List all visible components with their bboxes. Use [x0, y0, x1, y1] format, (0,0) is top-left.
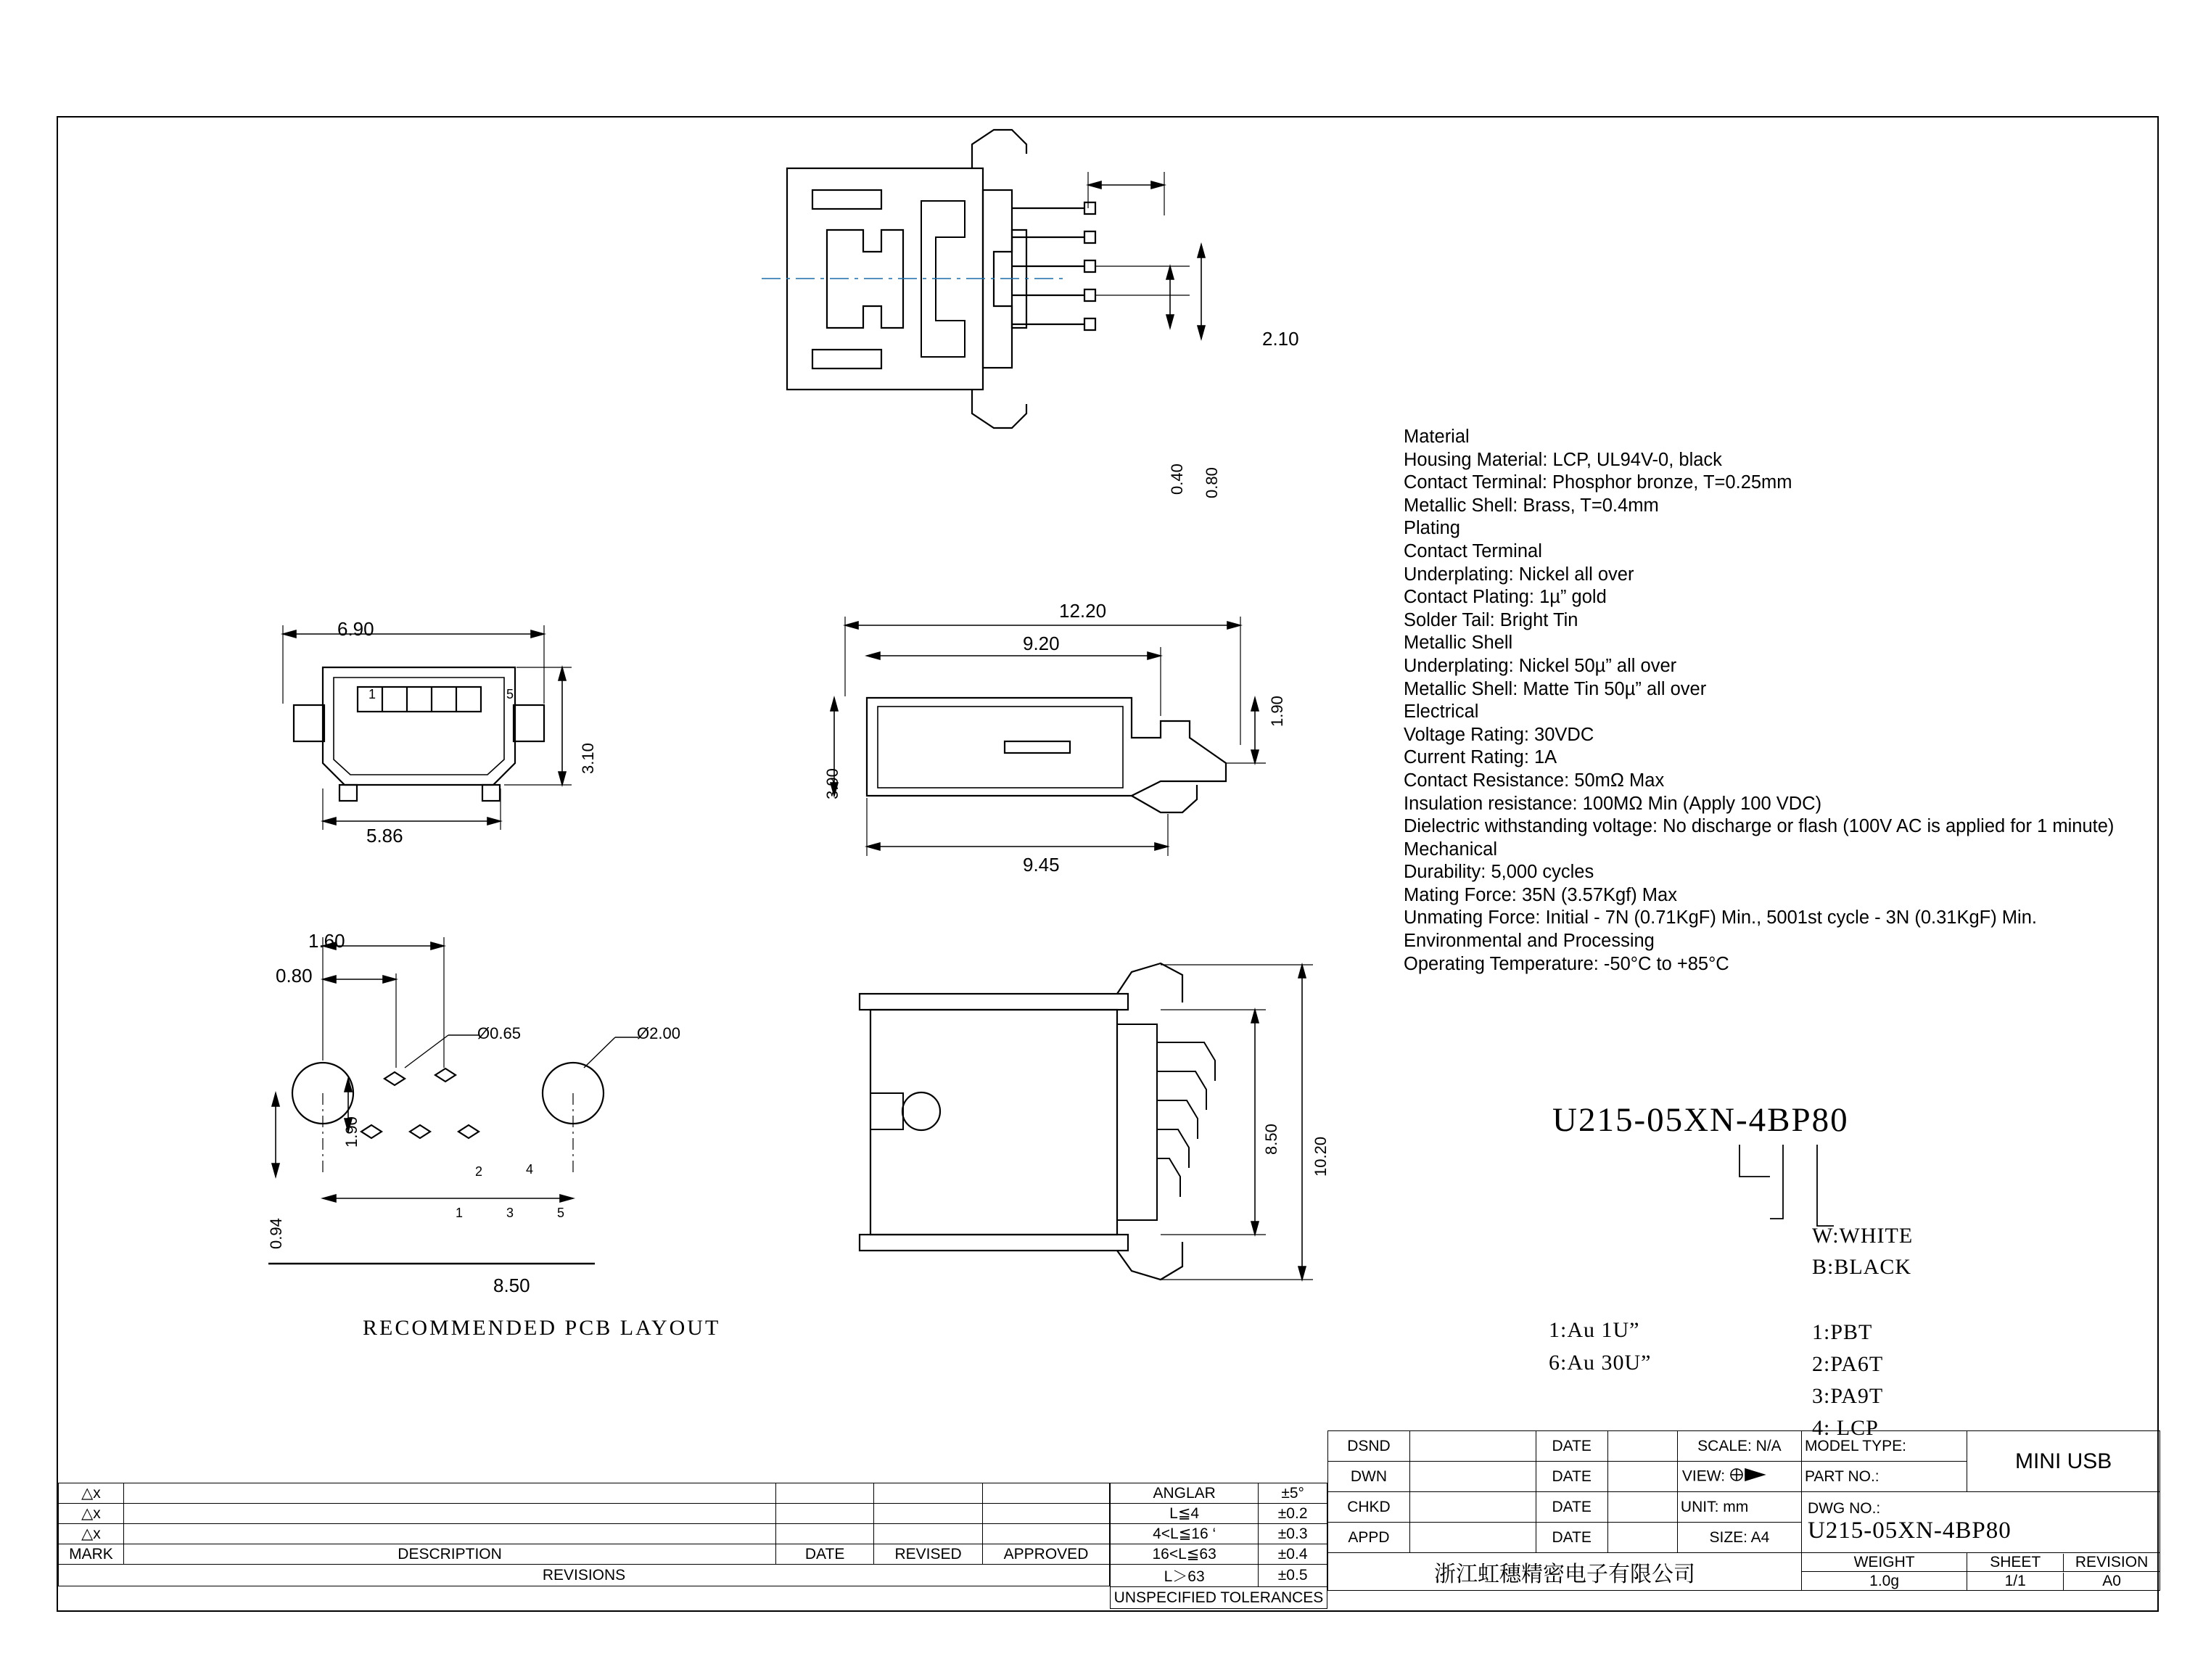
dim-side-9-20: 9.20: [1023, 633, 1060, 654]
approval-date-label-dwn: DATE: [1536, 1462, 1607, 1492]
pin-label-1-front: 1: [368, 687, 376, 701]
spec-line: Housing Material: LCP, UL94V-0, black: [1404, 449, 1722, 470]
tol-value-3: ±0.4: [1259, 1544, 1327, 1565]
tolerance-header: UNSPECIFIED TOLERANCES: [1111, 1587, 1327, 1609]
tol-range-4: L＞63: [1111, 1565, 1259, 1587]
spec-line: Mechanical: [1404, 839, 1497, 860]
approval-name-appd: [1409, 1523, 1536, 1553]
part-number-heading: U215-05XN-4BP80: [1552, 1101, 1849, 1139]
revisions-title: REVISIONS: [59, 1565, 1110, 1586]
approval-name-dwn: [1409, 1462, 1536, 1492]
dim-pcb-hole-2-00: Ø2.00: [637, 1024, 680, 1042]
approval-date-label-chkd: DATE: [1536, 1492, 1607, 1523]
approval-date-dwn: [1607, 1462, 1677, 1492]
rev-row2-mark: △x: [59, 1504, 124, 1524]
dim-side-3-90: 3.90: [823, 768, 841, 799]
tol-range-1: L≦4: [1111, 1504, 1259, 1524]
rev-row3-revised: [874, 1524, 983, 1544]
spec-line: Operating Temperature: -50°C to +85°C: [1404, 953, 1729, 974]
dim-top-0-80: 0.80: [1203, 467, 1221, 498]
tolerance-table: [1110, 1483, 1327, 1609]
spec-line: Solder Tail: Bright Tin: [1404, 609, 1578, 630]
approval-info-table: [1327, 1430, 2160, 1591]
approval-date-dsnd: [1607, 1431, 1677, 1462]
spec-line: Metallic Shell: [1404, 633, 1513, 654]
info-unit: UNIT: mm: [1677, 1492, 1801, 1523]
revision-label: REVISION: [2075, 1553, 2149, 1570]
tol-value-1: ±0.2: [1259, 1504, 1327, 1524]
dim-front-6-90: 6.90: [337, 618, 374, 640]
specification-list: [1404, 426, 2136, 976]
legend-plating-au1u: 1:Au 1U”: [1549, 1318, 1640, 1342]
legend-material-pa9t: 3:PA9T: [1812, 1384, 1884, 1408]
rev-col-description: DESCRIPTION: [123, 1544, 775, 1565]
dim-pcb-0-80: 0.80: [276, 965, 313, 987]
approval-role-appd: APPD: [1328, 1523, 1410, 1553]
title-block: [58, 1430, 2160, 1613]
spec-line: Electrical: [1404, 701, 1479, 722]
spec-line: Material: [1404, 427, 1470, 447]
legend-material-pbt: 1:PBT: [1812, 1320, 1873, 1344]
tol-value-4: ±0.5: [1259, 1565, 1327, 1587]
tol-range-2: 4<L≦16 ‘: [1111, 1524, 1259, 1544]
spec-line: Contact Terminal: Phosphor bronze, T=0.25mm: [1404, 472, 1792, 493]
rev-row2-date: [776, 1504, 874, 1524]
dim-side-1-90: 1.90: [1268, 696, 1286, 727]
spec-line: Metallic Shell: Brass, T=0.4mm: [1404, 495, 1659, 516]
spec-line: Underplating: Nickel all over: [1404, 564, 1634, 585]
tol-value-0: ±5°: [1259, 1483, 1327, 1504]
spec-line: Voltage Rating: 30VDC: [1404, 724, 1594, 745]
company-name: 浙江虹穗精密电子有限公司: [1328, 1553, 1802, 1591]
info-model-type: MINI USB: [1967, 1431, 2160, 1492]
pcb-pin-2: 2: [475, 1164, 483, 1179]
approval-date-appd: [1607, 1523, 1677, 1553]
spec-line: Insulation resistance: 100MΩ Min (Apply 100 VDC): [1404, 793, 1822, 814]
dim-top-2-10: 2.10: [1262, 328, 1299, 350]
spec-line: Durability: 5,000 cycles: [1404, 862, 1594, 883]
info-part-no-label: PART NO.:: [1801, 1462, 1967, 1492]
legend-material-pa6t: 2:PA6T: [1812, 1352, 1884, 1376]
rev-row1-desc: [123, 1483, 775, 1504]
dim-pcb-0-94: 0.94: [267, 1218, 285, 1249]
tol-value-2: ±0.3: [1259, 1524, 1327, 1544]
approval-name-dsnd: [1409, 1431, 1536, 1462]
legend-plating-au30u: 6:Au 30U”: [1549, 1351, 1652, 1375]
dim-pcb-1-60: 1.60: [308, 930, 345, 952]
legend-color-white: W:WHITE: [1812, 1224, 1914, 1248]
rev-col-date: DATE: [776, 1544, 874, 1565]
spec-line: Underplating: Nickel 50µ” all over: [1404, 655, 1677, 676]
approval-role-chkd: CHKD: [1328, 1492, 1410, 1523]
pin-label-5-front: 5: [506, 687, 514, 701]
view-projection-icon: [1729, 1467, 1767, 1487]
rev-row2-desc: [123, 1504, 775, 1524]
bottom-view-drawing: [820, 959, 1371, 1293]
rev-col-revised: REVISED: [874, 1544, 983, 1565]
sheet-label: SHEET: [1967, 1554, 2063, 1571]
pcb-pin-3: 3: [506, 1206, 514, 1220]
dim-pcb-8-50: 8.50: [493, 1275, 530, 1296]
dim-front-3-10: 3.10: [579, 743, 597, 774]
weight-value: 1.0g: [1801, 1572, 1967, 1591]
weight-label: WEIGHT: [1801, 1553, 1967, 1572]
rev-row2-approved: [983, 1504, 1110, 1524]
spec-line: Mating Force: 35N (3.57Kgf) Max: [1404, 884, 1677, 905]
revisions-table: [58, 1483, 1110, 1586]
rev-row1-date: [776, 1483, 874, 1504]
dim-top-0-40: 0.40: [1168, 464, 1186, 495]
tol-range-3: 16<L≦63: [1111, 1544, 1259, 1565]
dim-pcb-1-90: 1.90: [342, 1116, 361, 1148]
dim-pcb-hole-0-65: Ø0.65: [477, 1024, 521, 1042]
approval-date-label-dsnd: DATE: [1536, 1431, 1607, 1462]
revision-value: A0: [2102, 1572, 2121, 1589]
spec-line: Unmating Force: Initial - 7N (0.71KgF) Min., 5001st cycle - 3N (0.31KgF) Min.: [1404, 907, 2037, 928]
front-view-drawing: [254, 647, 660, 894]
rev-row2-revised: [874, 1504, 983, 1524]
approval-role-dwn: DWN: [1328, 1462, 1410, 1492]
dim-bottom-10-20: 10.20: [1312, 1136, 1330, 1177]
dim-bottom-8-50: 8.50: [1262, 1124, 1280, 1155]
spec-line: Contact Plating: 1µ” gold: [1404, 587, 1607, 608]
spec-line: Plating: [1404, 518, 1460, 539]
tol-range-0: ANGLAR: [1111, 1483, 1259, 1504]
legend-color-black: B:BLACK: [1812, 1255, 1912, 1279]
drawing-sheet: [57, 116, 2159, 1612]
pcb-pin-5: 5: [557, 1206, 565, 1220]
legend-material-lcp: 4: LCP: [1812, 1416, 1879, 1440]
spec-line: Contact Resistance: 50mΩ Max: [1404, 770, 1665, 791]
info-scale: SCALE: N/A: [1677, 1431, 1801, 1462]
rev-row3-date: [776, 1524, 874, 1544]
dim-front-5-86: 5.86: [366, 825, 403, 847]
pcb-pin-1: 1: [456, 1206, 464, 1220]
rev-row3-approved: [983, 1524, 1110, 1544]
approval-role-dsnd: DSND: [1328, 1431, 1410, 1462]
approval-name-chkd: [1409, 1492, 1536, 1523]
info-size: SIZE: A4: [1677, 1523, 1801, 1553]
rev-row1-revised: [874, 1483, 983, 1504]
spec-line: Metallic Shell: Matte Tin 50µ” all over: [1404, 678, 1707, 699]
spec-line: Contact Terminal: [1404, 540, 1542, 561]
rev-col-approved: APPROVED: [983, 1544, 1110, 1565]
info-dwg-no: U215-05XN-4BP80: [1807, 1518, 2012, 1544]
pcb-layout-drawing: [254, 959, 704, 1300]
side-view-drawing: [820, 669, 1386, 915]
dim-side-9-45: 9.45: [1023, 854, 1060, 876]
rev-row1-mark: △x: [59, 1483, 124, 1504]
spec-line: Dielectric withstanding voltage: No discharge or flash (100V AC is applied for 1 minute): [1404, 816, 2115, 837]
sheet-value: 1/1: [1967, 1573, 2063, 1590]
spec-line: Current Rating: 1A: [1404, 747, 1557, 768]
spec-line: Environmental and Processing: [1404, 931, 1655, 952]
pcb-pin-4: 4: [526, 1162, 534, 1177]
rev-col-mark: MARK: [59, 1544, 124, 1565]
approval-date-label-appd: DATE: [1536, 1523, 1607, 1553]
info-model-type-label: MODEL TYPE:: [1801, 1431, 1967, 1462]
rev-row3-mark: △x: [59, 1524, 124, 1544]
pcb-layout-caption: RECOMMENDED PCB LAYOUT: [363, 1316, 721, 1340]
info-view-label: VIEW:: [1681, 1467, 1726, 1485]
top-view-drawing: [754, 136, 1407, 477]
info-dwg-no-label: DWG NO.:: [1807, 1500, 1881, 1517]
rev-row1-approved: [983, 1483, 1110, 1504]
dim-side-12-20: 12.20: [1059, 600, 1107, 622]
rev-row3-desc: [123, 1524, 775, 1544]
approval-date-chkd: [1607, 1492, 1677, 1523]
